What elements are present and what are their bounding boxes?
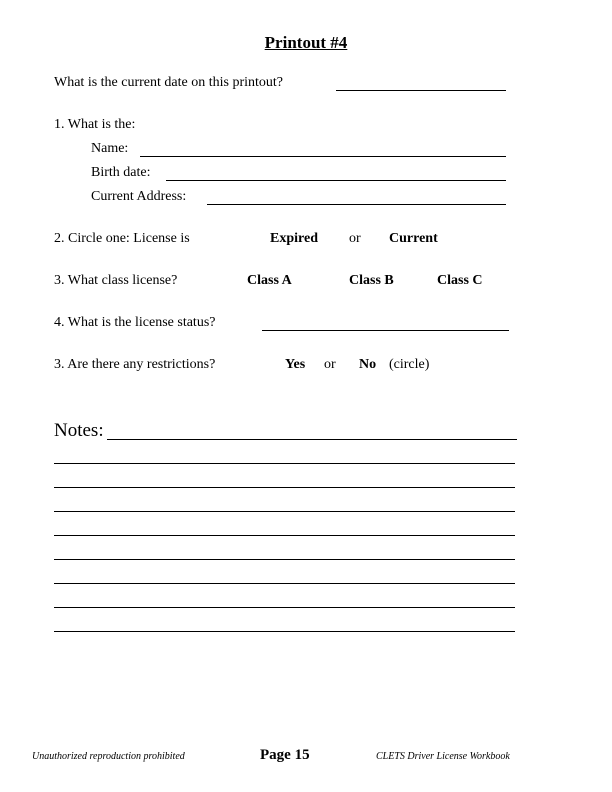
notes-line[interactable] [54,511,515,512]
date-answer-line[interactable] [336,90,506,91]
birth-date-label: Birth date: [91,165,151,180]
option-no[interactable]: No [359,357,377,372]
status-answer-line[interactable] [262,330,509,331]
name-label: Name: [91,141,129,156]
notes-line[interactable] [54,631,515,632]
notes-line[interactable] [54,463,515,464]
q4-prompt: 4. What is the license status? [54,315,216,330]
option-current[interactable]: Current [389,231,438,246]
address-label: Current Address: [91,189,187,204]
option-class-b[interactable]: Class B [349,273,394,288]
notes-line[interactable] [54,583,515,584]
notes-line[interactable] [54,535,515,536]
name-answer-line[interactable] [140,156,506,157]
notes-line[interactable] [54,487,515,488]
option-class-c[interactable]: Class C [437,273,483,288]
option-class-a[interactable]: Class A [247,273,292,288]
q1-prompt: 1. What is the: [54,117,136,132]
notes-line[interactable] [54,607,515,608]
date-question-label: What is the current date on this printout? [54,75,283,90]
option-expired[interactable]: Expired [270,231,318,246]
q5-prompt: 3. Are there any restrictions? [54,357,216,372]
footer-workbook-title: CLETS Driver License Workbook [376,751,510,762]
q2-or: or [349,231,361,246]
page-title: Printout #4 [264,33,348,52]
page-number: Page 15 [260,747,310,763]
notes-line[interactable] [107,439,517,440]
option-yes[interactable]: Yes [285,357,306,372]
address-answer-line[interactable] [207,204,506,205]
footer-copyright: Unauthorized reproduction prohibited [32,751,185,762]
birth-date-answer-line[interactable] [166,180,506,181]
notes-label: Notes: [54,420,104,441]
notes-line[interactable] [54,559,515,560]
q2-prompt: 2. Circle one: License is [54,231,190,246]
q5-suffix: (circle) [389,357,430,372]
q3-prompt: 3. What class license? [54,273,178,288]
q5-or: or [324,357,336,372]
